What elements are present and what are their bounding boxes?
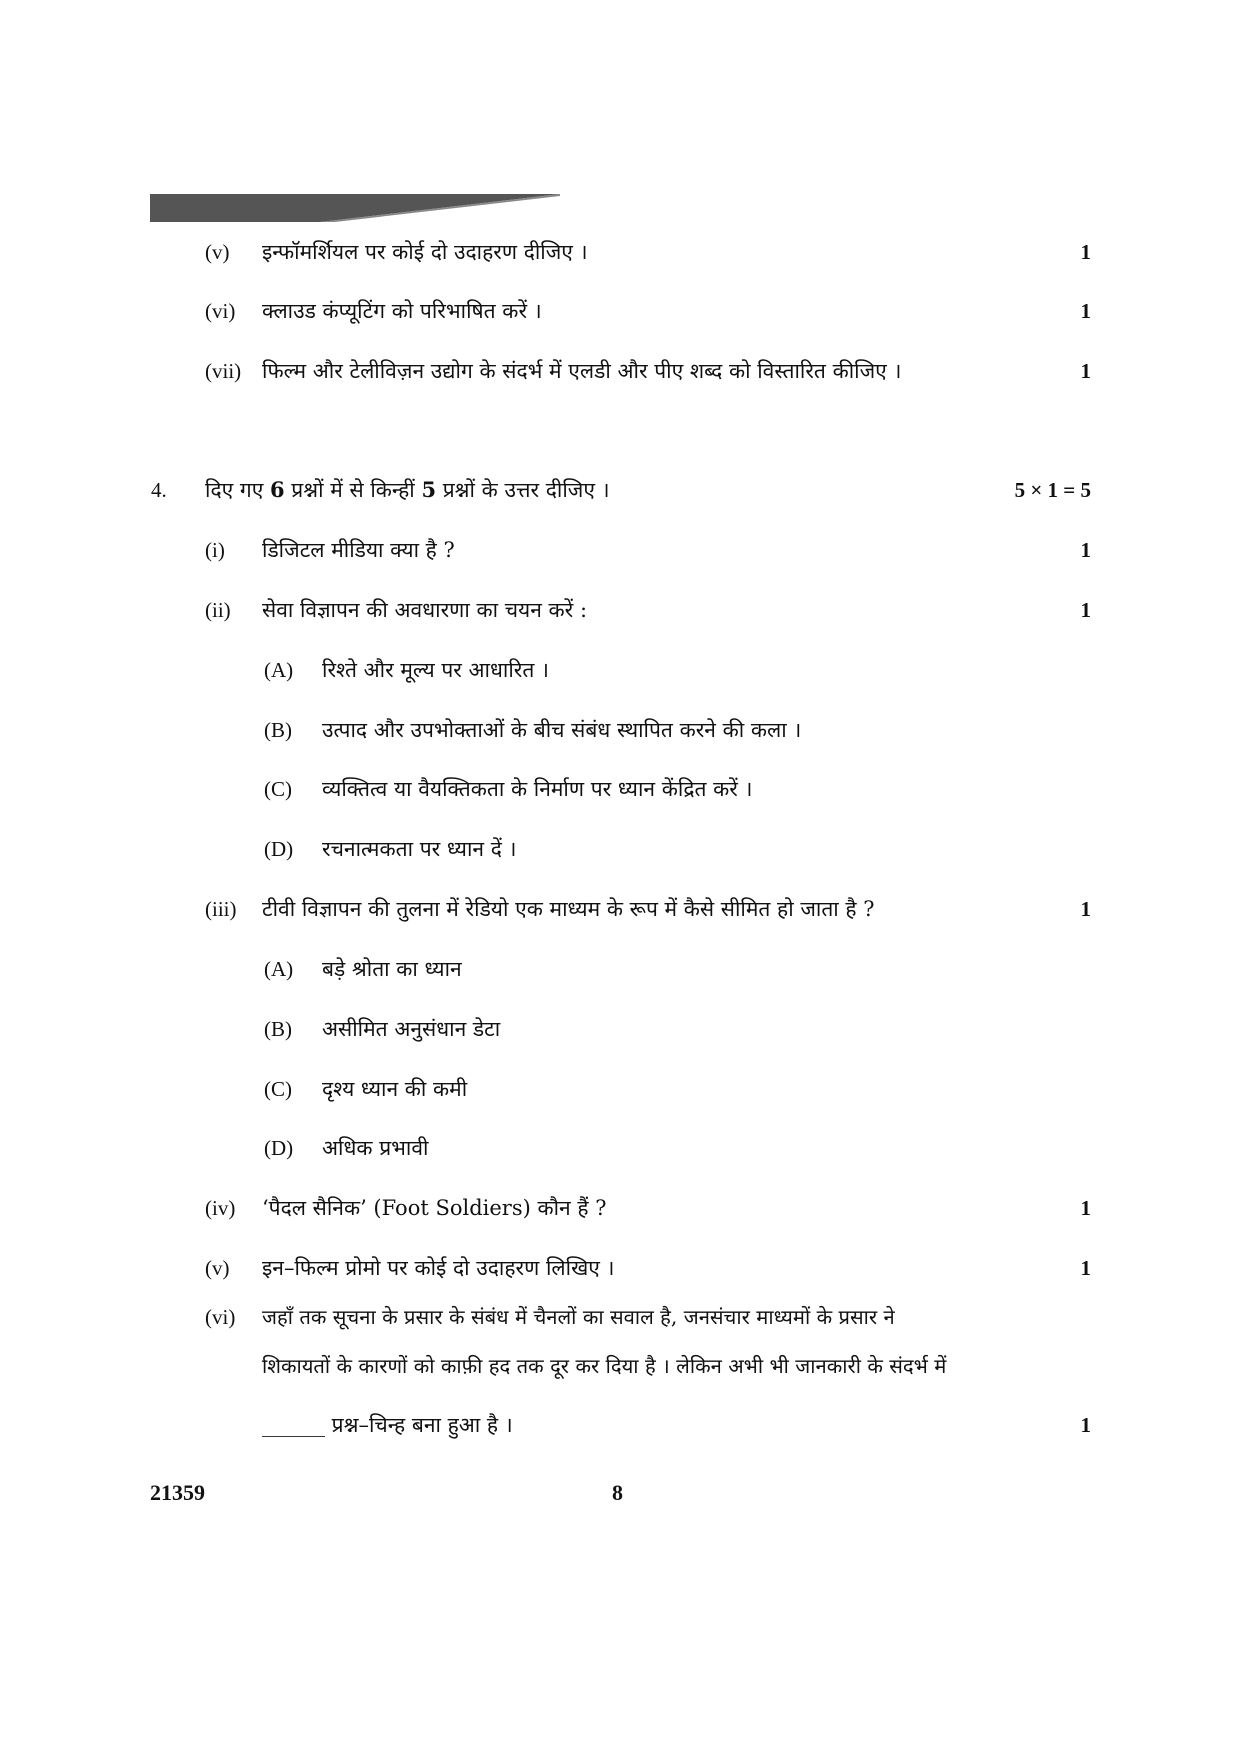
item-mark: 1 <box>1080 1256 1091 1280</box>
item-mark: 1 <box>1080 359 1091 383</box>
item-text-line-1: जहाँ तक सूचना के प्रसार के संबंध में चैनलों का सवाल है, जनसंचार माध्यमों के प्रसार ने <box>262 1305 895 1329</box>
item-mark: 1 <box>1080 598 1091 622</box>
item-text: डिजिटल मीडिया क्या है ? <box>262 538 455 562</box>
question-number: 4. <box>151 478 167 502</box>
item-text: टीवी विज्ञापन की तुलना में रेडियो एक माध्यम के रूप में कैसे सीमित हो जाता है ? <box>262 897 875 921</box>
option-text: रिश्ते और मूल्य पर आधारित । <box>322 658 549 682</box>
option-label: (B) <box>264 718 292 742</box>
paper-code: 21359 <box>150 1480 205 1505</box>
option-text: रचनात्मकता पर ध्यान दें । <box>322 837 517 861</box>
item-text: सेवा विज्ञापन की अवधारणा का चयन करें : <box>262 598 588 622</box>
item-text: इन्फॉमर्शियल पर कोई दो उदाहरण दीजिए । <box>262 240 588 264</box>
item-mark: 1 <box>1080 897 1091 921</box>
item-label: (v) <box>205 240 230 264</box>
item-text: फिल्म और टेलीविज़न उद्योग के संदर्भ में एलडी और पीए शब्द को विस्तारित कीजिए । <box>262 359 902 383</box>
page-number: 8 <box>612 1480 623 1505</box>
item-label: (i) <box>205 538 225 562</box>
option-text: दृश्य ध्यान की कमी <box>322 1077 468 1101</box>
option-label: (D) <box>264 837 294 861</box>
item-text: क्लाउड कंप्यूटिंग को परिभाषित करें । <box>262 299 542 323</box>
item-label: (vi) <box>205 1305 236 1329</box>
option-label: (A) <box>264 957 294 981</box>
item-mark: 1 <box>1080 538 1091 562</box>
option-label: (C) <box>264 777 292 801</box>
option-label: (B) <box>264 1017 292 1041</box>
item-label: (v) <box>205 1256 230 1280</box>
option-text: व्यक्तित्व या वैयक्तिकता के निर्माण पर ध्यान केंद्रित करें । <box>322 777 753 801</box>
item-label: (vi) <box>205 299 236 323</box>
item-text: ‘पैदल सैनिक’ (Foot Soldiers) कौन हैं ? <box>262 1196 607 1220</box>
option-text: बड़े श्रोता का ध्यान <box>322 957 462 981</box>
item-mark: 1 <box>1080 1196 1091 1220</box>
item-mark: 1 <box>1080 240 1091 264</box>
item-label: (iv) <box>205 1196 236 1220</box>
item-label: (ii) <box>205 598 231 622</box>
option-label: (D) <box>264 1136 294 1160</box>
header-decorative-bar <box>150 194 560 222</box>
item-label: (vii) <box>205 359 242 383</box>
option-label: (C) <box>264 1077 292 1101</box>
option-text: असीमित अनुसंधान डेटा <box>322 1017 501 1041</box>
question-marks: 5 × 1 = 5 <box>1014 478 1091 502</box>
option-label: (A) <box>264 658 294 682</box>
item-text-line-2: शिकायतों के कारणों को काफ़ी हद तक दूर कर दिया है । लेकिन अभी भी जानकारी के संदर्भ में <box>262 1354 947 1378</box>
item-text-line-3: ______ प्रश्न–चिन्ह बना हुआ है । <box>262 1413 513 1437</box>
option-text: अधिक प्रभावी <box>322 1136 429 1160</box>
item-mark: 1 <box>1080 299 1091 323</box>
item-label: (iii) <box>205 897 237 921</box>
option-text: उत्पाद और उपभोक्ताओं के बीच संबंध स्थापित करने की कला । <box>322 718 802 742</box>
item-text: इन–फिल्म प्रोमो पर कोई दो उदाहरण लिखिए । <box>262 1256 615 1280</box>
question-text: दिए गए 6 प्रश्नों में से किन्हीं 5 प्रश्नों के उत्तर दीजिए । <box>205 477 610 502</box>
item-mark: 1 <box>1080 1413 1091 1437</box>
